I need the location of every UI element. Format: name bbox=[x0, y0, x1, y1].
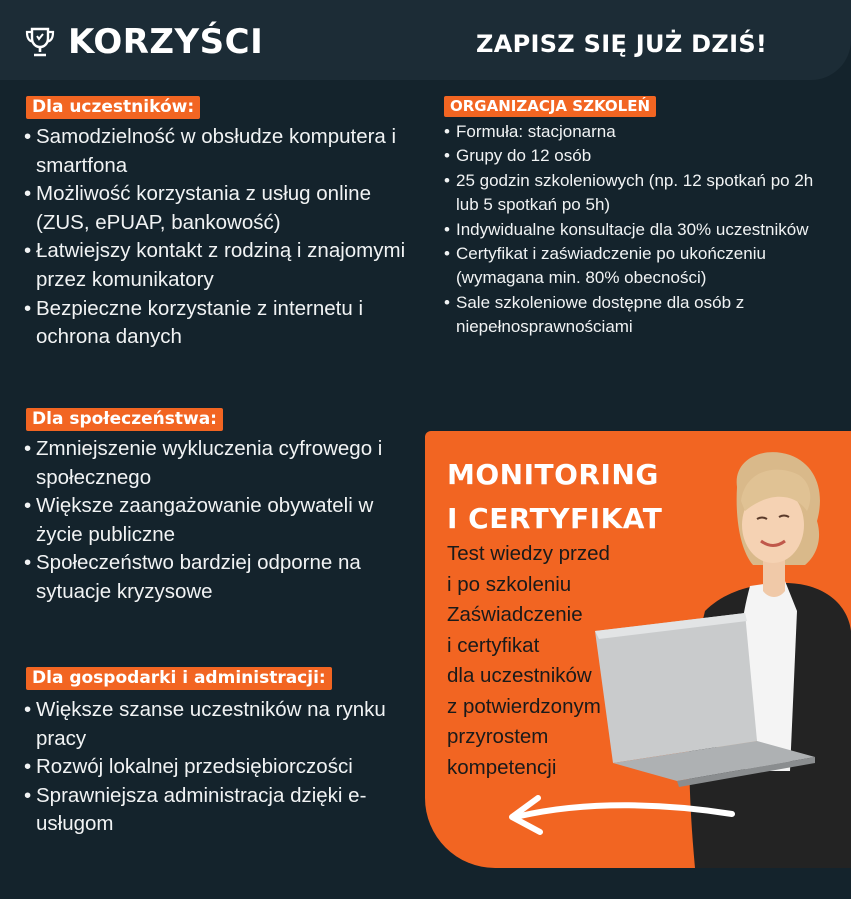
header-bar bbox=[0, 0, 851, 80]
monitoring-text-line: Zaświadczenie bbox=[447, 603, 583, 626]
monitoring-text-line: przyrostem bbox=[447, 725, 549, 748]
list-item: • Społeczeństwo bardziej odporne na sytuacje kryzysowe bbox=[24, 549, 414, 606]
society-section bbox=[24, 408, 414, 607]
economy-list bbox=[24, 696, 419, 839]
trophy-icon bbox=[22, 24, 58, 60]
list-item: • Certyfikat i zaświadczenie po ukończeniu (wymagana min. 80% obecności) bbox=[444, 242, 839, 291]
monitoring-text-line: i po szkoleniu bbox=[447, 572, 572, 596]
list-item: • Grupy do 12 osób bbox=[444, 144, 839, 168]
signup-cta: ZAPISZ SIĘ JUŻ DZIŚ! bbox=[476, 30, 768, 58]
monitoring-text-line: z potwierdzonym bbox=[447, 694, 601, 718]
list-item: • Zmniejszenie wykluczenia cyfrowego i społecznego bbox=[24, 435, 414, 492]
monitoring-panel bbox=[425, 431, 851, 868]
list-item: • Rozwój lokalnej przedsiębiorczości bbox=[24, 753, 419, 782]
list-item: • Samodzielność w obsłudze komputera i smartfona bbox=[24, 123, 414, 180]
organization-heading: ORGANIZACJA SZKOLEŃ bbox=[444, 96, 656, 117]
participants-section bbox=[24, 96, 414, 352]
list-item: • 25 godzin szkoleniowych (np. 12 spotkań po 2h lub 5 spotkań po 5h) bbox=[444, 169, 839, 218]
monitoring-description bbox=[447, 539, 667, 783]
list-item: • Większe zaangażowanie obywateli w życie publiczne bbox=[24, 492, 414, 549]
list-item: • Indywidualne konsultacje dla 30% uczestników bbox=[444, 218, 839, 242]
organization-section bbox=[444, 96, 839, 340]
page-title: KORZYŚCI bbox=[68, 22, 264, 62]
monitoring-title-line: MONITORING bbox=[447, 458, 659, 491]
organization-list bbox=[444, 120, 839, 340]
monitoring-title-line: I CERTYFIKAT bbox=[447, 502, 663, 535]
list-item: • Sprawniejsza administracja dzięki e-usługom bbox=[24, 782, 419, 839]
monitoring-text-line: dla uczestników bbox=[447, 664, 592, 687]
participants-list bbox=[24, 123, 414, 352]
participants-heading: Dla uczestników: bbox=[26, 96, 200, 119]
list-item: • Bezpieczne korzystanie z internetu i ochrona danych bbox=[24, 295, 414, 352]
list-item: • Możliwość korzystania z usług online (ZUS, ePUAP, bankowość) bbox=[24, 180, 414, 237]
economy-heading: Dla gospodarki i administracji: bbox=[26, 667, 332, 690]
monitoring-text-line: Test wiedzy przed bbox=[447, 542, 610, 565]
list-item: • Łatwiejszy kontakt z rodziną i znajomymi przez komunikatory bbox=[24, 237, 414, 294]
monitoring-text-line: kompetencji bbox=[447, 755, 557, 779]
list-item: • Sale szkoleniowe dostępne dla osób z niepełnosprawnościami bbox=[444, 291, 839, 340]
arrow-left-icon bbox=[500, 786, 735, 841]
society-list bbox=[24, 435, 414, 607]
society-heading: Dla społeczeństwa: bbox=[26, 408, 223, 431]
monitoring-title bbox=[447, 453, 662, 541]
list-item: • Formuła: stacjonarna bbox=[444, 120, 839, 144]
economy-section bbox=[24, 667, 419, 839]
list-item: • Większe szanse uczestników na rynku pracy bbox=[24, 696, 419, 753]
monitoring-text-line: i certyfikat bbox=[447, 633, 540, 657]
